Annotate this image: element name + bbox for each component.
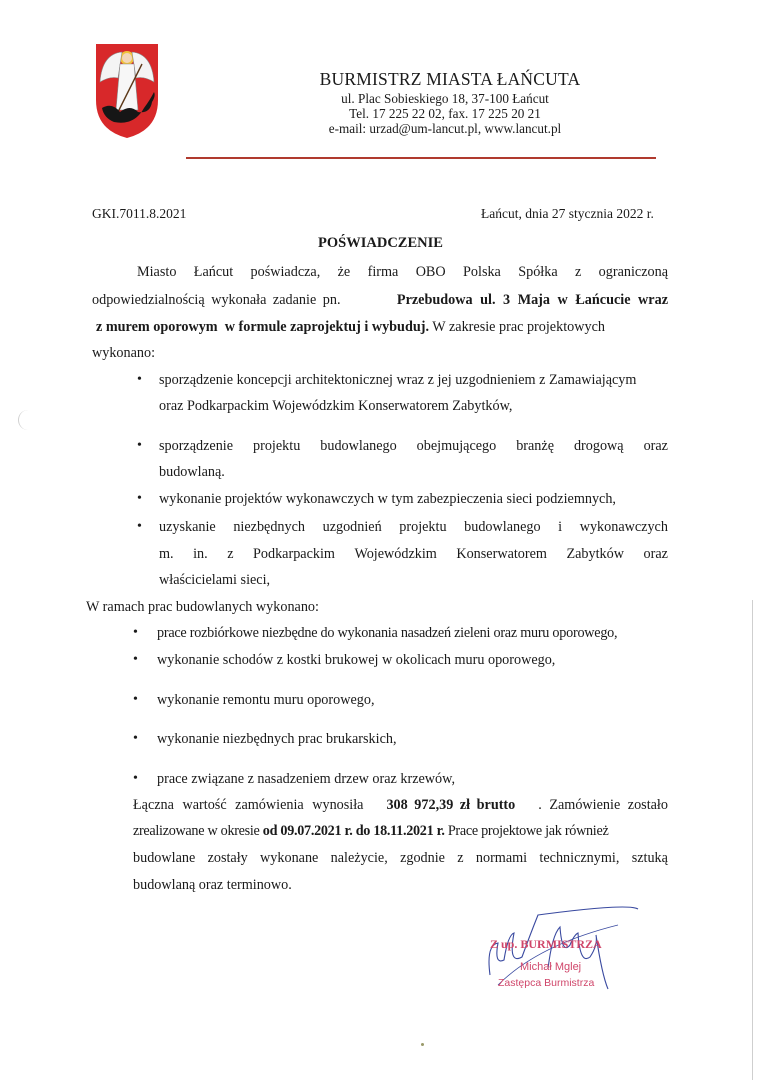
list-item-cont: budowlaną.: [159, 464, 225, 480]
list-item: uzyskanie niezbędnych uzgodnień projektu budowlanego i wykonawczych: [159, 519, 668, 535]
word: OBO: [415, 264, 446, 280]
task-name-cont: z murem oporowym w formule zaprojektuj i wybuduj.: [96, 319, 429, 335]
signature-block: [478, 905, 648, 1005]
list-item: sporządzenie projektu budowlanego obejmującego branżę drogową oraz: [159, 438, 668, 454]
issuer-contact: e-mail: urzad@um-lancut.pl, www.lancut.pl: [328, 121, 562, 136]
document-date: Łańcut, dnia 27 stycznia 2022 r.: [481, 206, 654, 221]
word: ograniczoną: [598, 264, 668, 280]
word: Polska: [463, 264, 501, 280]
summary-line-2: [133, 823, 608, 840]
list-item: prace rozbiórkowe niezbędne do wykonania nasadzeń zieleni oraz muru oporowego,: [157, 625, 618, 641]
bullet-icon: •: [133, 652, 138, 667]
summary-line-3: budowlane zostały wykonane należycie, zgodnie z normami technicznymi, sztuką: [133, 850, 668, 866]
handwritten-signature-icon: [478, 905, 648, 1005]
word: Łańcut: [193, 264, 234, 280]
construction-intro: W ramach prac budowlanych wykonano:: [86, 599, 319, 615]
summary-line-4: budowlaną oraz terminowo.: [133, 877, 292, 893]
intro-line-3: [96, 319, 605, 336]
document-title: POŚWIADCZENIE: [318, 235, 443, 251]
scan-speck: [421, 1043, 424, 1046]
task-name: Przebudowa ul. 3 Maja w Łańcucie wraz: [396, 292, 668, 308]
issuer-address: ul. Plac Sobieskiego 18, 37-100 Łańcut: [341, 91, 549, 106]
bullet-icon: •: [133, 771, 138, 786]
word: Spółka: [518, 264, 558, 280]
scan-margin-mark: [18, 410, 29, 430]
stamp-role: Zastępca Burmistrza: [498, 977, 595, 989]
summary-text: Prace projektowe jak również: [447, 823, 609, 839]
intro-line-2: [92, 292, 668, 309]
bullet-icon: •: [137, 438, 142, 453]
bullet-icon: •: [133, 731, 138, 746]
list-item: wykonanie niezbędnych prac brukarskich,: [157, 731, 397, 747]
intro-line-1: [137, 264, 668, 281]
stamp-authorization: Z up. BURMISTRZA: [490, 937, 602, 951]
bullet-icon: •: [137, 372, 142, 387]
order-value: 308 972,39 zł brutto: [386, 797, 516, 813]
lancut-coat-of-arms-icon: [94, 42, 160, 140]
summary-text: . Zamówienie zostało: [538, 797, 668, 813]
execution-period: od 09.07.2021 r. do 18.11.2021 r.: [262, 823, 445, 839]
word: z: [575, 264, 582, 280]
bullet-icon: •: [137, 491, 142, 506]
intro-text: odpowiedzialnością wykonała zadanie pn.: [92, 292, 341, 308]
stamp-name: Michał Mglej: [520, 961, 582, 973]
list-item: prace związane z nasadzeniem drzew oraz krzewów,: [157, 771, 456, 787]
reference-number: GKI.7011.8.2021: [92, 206, 187, 221]
summary-text: Łączna wartość zamówienia wynosiła: [133, 797, 364, 813]
issuer-title: BURMISTRZ MIASTA ŁAŃCUTA: [319, 69, 581, 89]
list-item-cont: m. in. z Podkarpackim Wojewódzkim Konserwatorem Zabytków oraz: [159, 546, 668, 562]
bullet-icon: •: [137, 519, 142, 534]
issuer-phone: Tel. 17 225 22 02, fax. 17 225 20 21: [349, 106, 541, 121]
list-item: wykonanie schodów z kostki brukowej w okolicach muru oporowego,: [157, 652, 556, 668]
list-item-cont: właścicielami sieci,: [159, 572, 271, 588]
word: Miasto: [137, 264, 177, 280]
intro-line-4: wykonano:: [92, 345, 156, 361]
intro-text: W zakresie prac projektowych: [432, 319, 605, 335]
scan-edge-line: [752, 600, 753, 1080]
word: poświadcza,: [250, 264, 321, 280]
bullet-icon: •: [133, 692, 138, 707]
word: firma: [367, 264, 399, 280]
list-item-cont: oraz Podkarpackim Wojewódzkim Konserwatorem Zabytków,: [159, 398, 513, 414]
summary-line-1: [133, 797, 668, 814]
list-item: wykonanie projektów wykonawczych w tym zabezpieczenia sieci podziemnych,: [159, 491, 616, 507]
list-item: wykonanie remontu muru oporowego,: [157, 692, 375, 708]
header-divider: [186, 157, 656, 159]
word: że: [337, 264, 351, 280]
summary-text: zrealizowane w okresie: [133, 823, 260, 839]
list-item: sporządzenie koncepcji architektonicznej wraz z jej uzgodnieniem z Zamawiającym: [159, 372, 637, 388]
bullet-icon: •: [133, 625, 138, 640]
